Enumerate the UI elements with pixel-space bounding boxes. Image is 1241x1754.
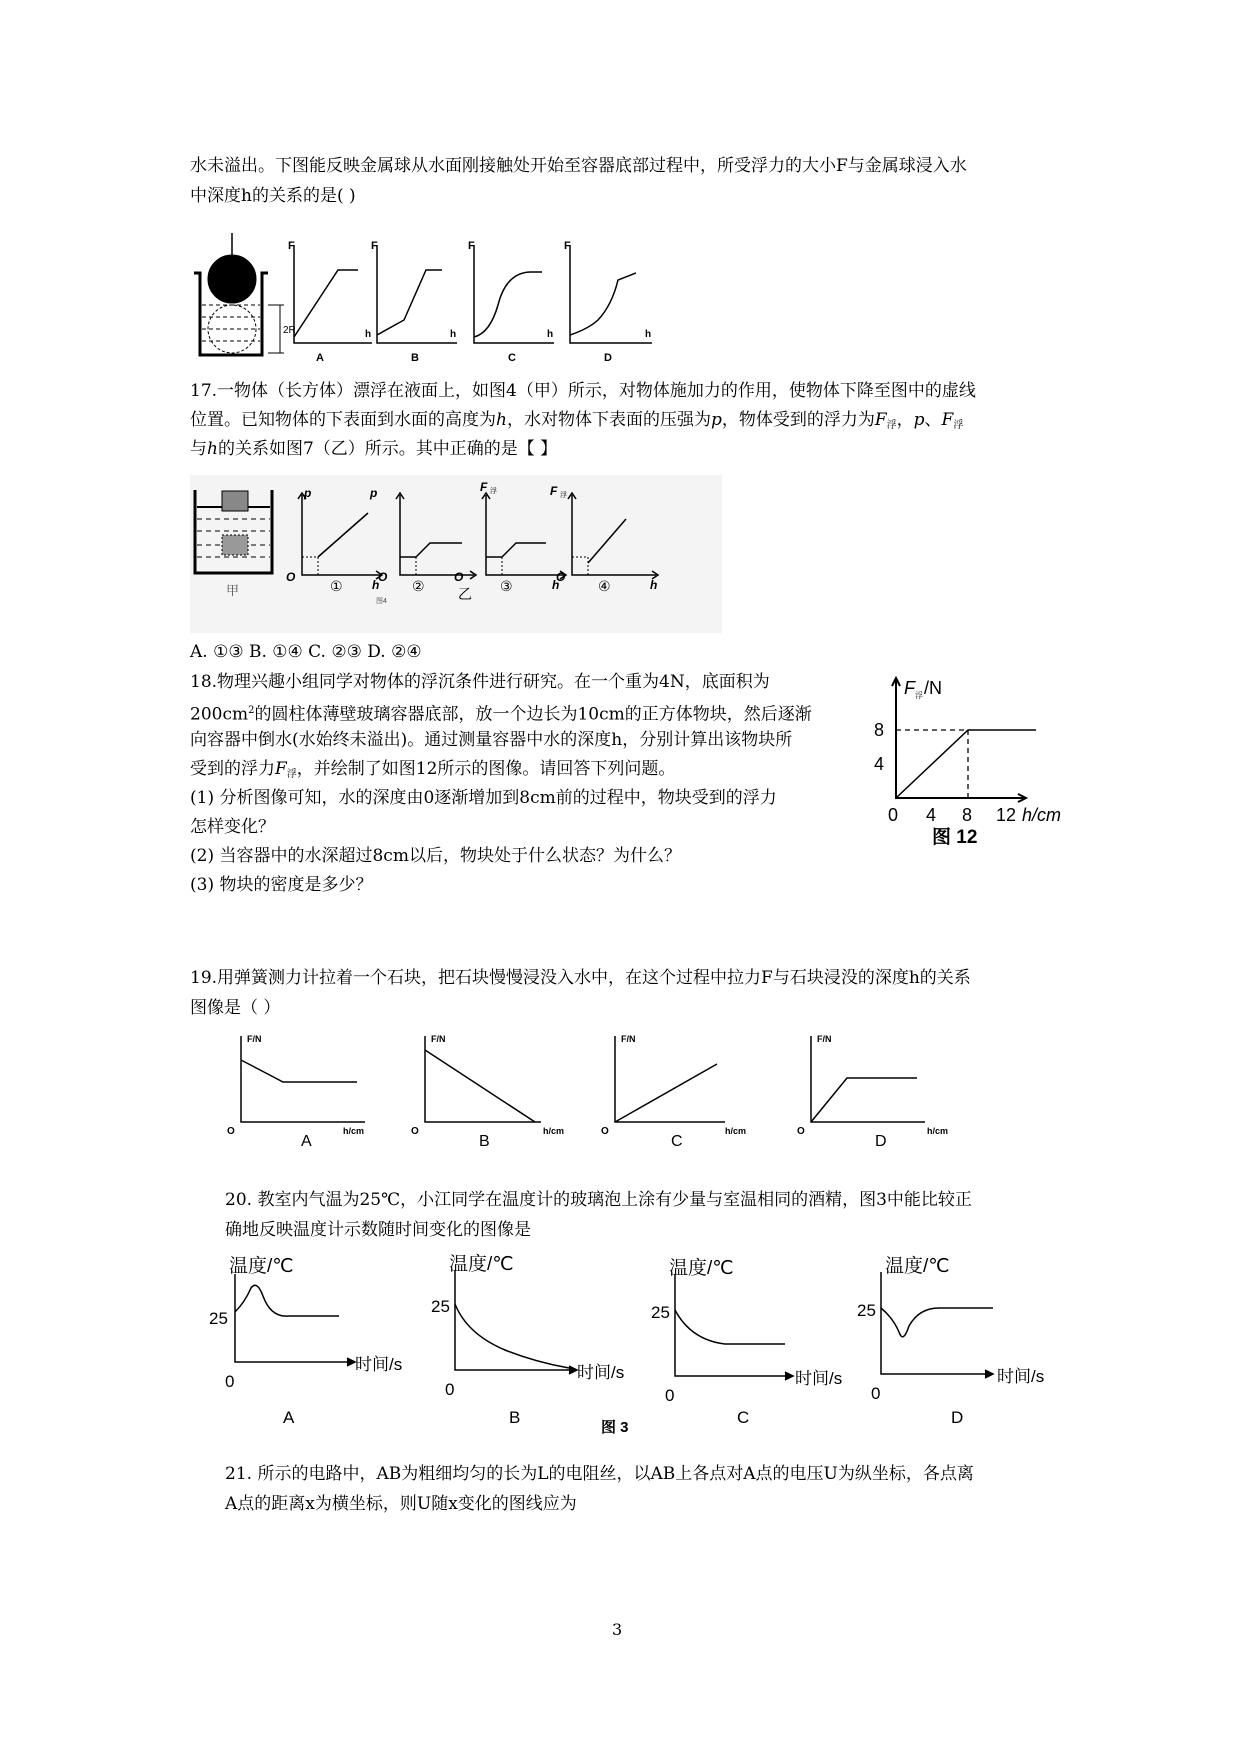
q18-graph-caption: 图 12: [932, 827, 978, 848]
q20-graph-d-o: 0: [871, 1384, 881, 1403]
q20-graph-a-y: 温度/℃: [229, 1256, 294, 1277]
q18-graph-y-label: F: [904, 678, 915, 698]
q19-graph-b-x: h/cm: [543, 1126, 565, 1136]
q20-graph-b-tick: 25: [431, 1297, 450, 1316]
q17-graph-4-o: O: [556, 570, 566, 584]
q17-graph-1-label: ①: [330, 578, 343, 594]
q19-graph-b-y: F/N: [431, 1034, 446, 1044]
q21-text-line1: 21. 所示的电路中，AB为粗细均匀的长为L的电阻丝，以AB上各点对A点的电压U为纵坐标，各点离: [225, 1464, 974, 1484]
q19-graph-c: [615, 1036, 725, 1122]
q17-figure: [190, 475, 730, 635]
page-number: 3: [612, 1620, 623, 1639]
q20-graph-b-x: 时间/s: [577, 1363, 625, 1382]
q19-graph-d: [811, 1036, 925, 1122]
q19-figure: [225, 1030, 985, 1150]
q20-graph-a: [235, 1274, 355, 1366]
q20-option-a: A: [283, 1408, 295, 1427]
q17-graph-3-y: F: [480, 480, 488, 494]
q19-text-line1: 19.用弹簧测力计拉着一个石块，把石块慢慢浸没入水中，在这个过程中拉力F与石块浸没的深度h的关系: [190, 968, 971, 988]
q19-graph-c-y: F/N: [621, 1034, 636, 1044]
q17-graph-4-y: F: [550, 484, 558, 498]
q20-graph-a-o: 0: [225, 1372, 235, 1391]
q17-text-line1: 17.一物体（长方体）漂浮在液面上，如图4（甲）所示，对物体施加力的作用，使物体下降至图中的虚线: [190, 381, 976, 401]
q18-graph-y-unit: /N: [924, 678, 942, 698]
q20-text-line2: 确地反映温度计示数随时间变化的图像是: [225, 1220, 531, 1240]
q18-text-line1: 18.物理兴趣小组同学对物体的浮沉条件进行研究。在一个重为4N，底面积为: [190, 672, 770, 692]
q16-option-a: A: [316, 352, 324, 364]
q20-option-d: D: [951, 1408, 964, 1427]
q20-graph-b-o: 0: [445, 1380, 455, 1399]
q17-answers: A. ①③ B. ①④ C. ②③ D. ②④: [190, 642, 422, 662]
q19-graph-b: [425, 1036, 541, 1122]
q17-graph-3-y-sub: 浮: [490, 488, 497, 495]
q20-option-c: C: [737, 1408, 750, 1427]
q19-option-a: A: [301, 1133, 312, 1150]
q16-beaker-label: 2R: [283, 325, 296, 336]
q20-figure: [205, 1252, 1075, 1442]
q16-text-line1: 水未溢出。下图能反映金属球从水面刚接触处开始至容器底部过程中，所受浮力的大小F与金属球浸入水: [190, 156, 967, 176]
q17-fig-jia: 甲: [226, 583, 240, 598]
q16-option-b: B: [411, 352, 419, 364]
q20-text-line1: 20. 教室内气温为25℃，小江同学在温度计的玻璃泡上涂有少量与室温相同的酒精，图3中能比较正: [225, 1190, 972, 1210]
q16-option-c: C: [508, 352, 516, 364]
q16-beaker: [194, 233, 284, 355]
q17-graph-3-x: h: [552, 578, 560, 592]
q17-graph-3-o: O: [454, 570, 464, 584]
q16-graph-c-x: h: [547, 329, 554, 340]
q19-graph-c-o: O: [601, 1126, 609, 1137]
q20-graph-b-y: 温度/℃: [449, 1254, 514, 1275]
q17-graph-4-label: ④: [598, 578, 611, 594]
q18-graph-y-tick-8: 8: [874, 720, 885, 740]
q20-graph-c-x: 时间/s: [795, 1369, 843, 1388]
q18-graph-x-tick-12: 12: [996, 805, 1017, 825]
q17-fig-small: 图4: [376, 598, 387, 605]
q20-graph-c-o: 0: [665, 1386, 675, 1405]
q17-fig-yi: 乙: [458, 586, 472, 602]
q20-graph-c: [675, 1274, 793, 1380]
q16-text-line2: 中深度h的关系的是( ): [190, 186, 356, 206]
q20-graph-d-x: 时间/s: [997, 1367, 1045, 1386]
q16-graph-d-x: h: [645, 329, 652, 340]
q20-option-b: B: [509, 1408, 521, 1427]
q20-graph-d-tick: 25: [857, 1301, 876, 1320]
q17-text-line2: 位置。已知物体的下表面到水面的高度为h，水对物体下表面的压强为p，物体受到的浮力为$F_浮$，p、$F_浮$: [190, 410, 964, 431]
q18-sub1-line1: (1) 分析图像可知，水的深度由0逐渐增加到8cm前的过程中，物块受到的浮力: [190, 788, 777, 808]
q16-figure: [190, 225, 750, 365]
q16-graph-d: [570, 245, 652, 343]
q18-graph-y-sub: 浮: [915, 691, 923, 700]
q19-graph-a-y: F/N: [247, 1034, 262, 1044]
q21-text-line2: A点的距离x为横坐标，则U随x变化的图线应为: [225, 1494, 577, 1514]
q18-sub2: (2) 当容器中的水深超过8cm以后，物块处于什么状态？为什么？: [190, 846, 681, 866]
q19-graph-a-o: O: [227, 1126, 235, 1137]
q16-graph-d-y: F: [564, 240, 571, 252]
q20-graph-a-tick: 25: [209, 1309, 228, 1328]
q20-graph-a-x: 时间/s: [355, 1355, 403, 1374]
q19-graph-c-x: h/cm: [725, 1126, 747, 1136]
q17-text-line3: 与h的关系如图7（乙）所示。其中正确的是【 】: [190, 439, 558, 459]
q19-text-line2: 图像是（ ）: [190, 998, 281, 1018]
q18-graph-y-tick-4: 4: [874, 754, 885, 774]
q16-graph-a: [294, 245, 372, 343]
q17-graph-4-x: h: [650, 578, 658, 592]
q17-graph-4-y-sub: 浮: [560, 492, 567, 499]
q16-graph-c-y: F: [468, 240, 475, 252]
q20-graph-c-tick: 25: [651, 1303, 670, 1322]
q17-graph-2-label: ②: [412, 578, 425, 594]
q20-graph-d-y: 温度/℃: [885, 1256, 950, 1277]
q19-option-b: B: [479, 1133, 490, 1150]
q19-option-d: D: [875, 1133, 887, 1150]
q16-graph-a-x: h: [365, 329, 372, 340]
q17-graph-1-x: h: [372, 578, 380, 592]
q17-graph-2-y: p: [370, 486, 378, 500]
q17-graph-1-y: p: [304, 486, 312, 500]
q20-graph-b: [455, 1270, 577, 1374]
q16-option-d: D: [604, 352, 612, 364]
q18-graph: [860, 668, 1080, 858]
q19-graph-d-x: h/cm: [927, 1126, 949, 1136]
q19-graph-a: [241, 1036, 365, 1122]
q18-text-line3: 向容器中倒水(水始终未溢出)。通过测量容器中水的深度h，分别计算出该物块所: [190, 730, 793, 750]
q17-graph-3-label: ③: [500, 578, 513, 594]
q18-text-line4: 受到的浮力$F_浮$，并绘制了如图12所示的图像。请回答下列问题。: [190, 759, 676, 780]
q19-graph-d-y: F/N: [817, 1034, 832, 1044]
q19-graph-d-o: O: [797, 1126, 805, 1137]
q19-graph-a-x: h/cm: [343, 1126, 365, 1136]
q20-graph-d: [881, 1272, 993, 1378]
q16-graph-c: [474, 245, 554, 343]
q17-graph-2-o: O: [378, 570, 388, 584]
q18-sub1-line2: 怎样变化？: [190, 817, 275, 837]
q18-graph-x-tick-8: 8: [962, 805, 973, 825]
q16-graph-b-y: F: [371, 240, 378, 252]
q18-sub3: (3) 物块的密度是多少？: [190, 875, 373, 895]
q17-graph-1-o: O: [286, 570, 296, 584]
q19-option-c: C: [671, 1133, 683, 1150]
q16-graph-b-x: h: [450, 329, 457, 340]
q18-text-line2: $200cm^2$的圆柱体薄壁玻璃容器底部，放一个边长为10cm的正方体物块，然后逐渐: [190, 704, 812, 725]
q18-graph-x-label: h/cm: [1022, 805, 1062, 825]
q18-graph-line: [896, 730, 1036, 798]
q18-graph-x-tick-0: 0: [888, 805, 899, 825]
q19-graph-b-o: O: [411, 1126, 419, 1137]
q20-caption: 图 3: [601, 1419, 629, 1436]
q16-graph-b: [377, 245, 457, 343]
q18-graph-x-tick-4: 4: [926, 805, 937, 825]
q16-graph-a-y: F: [288, 240, 295, 252]
q20-graph-c-y: 温度/℃: [669, 1258, 734, 1279]
